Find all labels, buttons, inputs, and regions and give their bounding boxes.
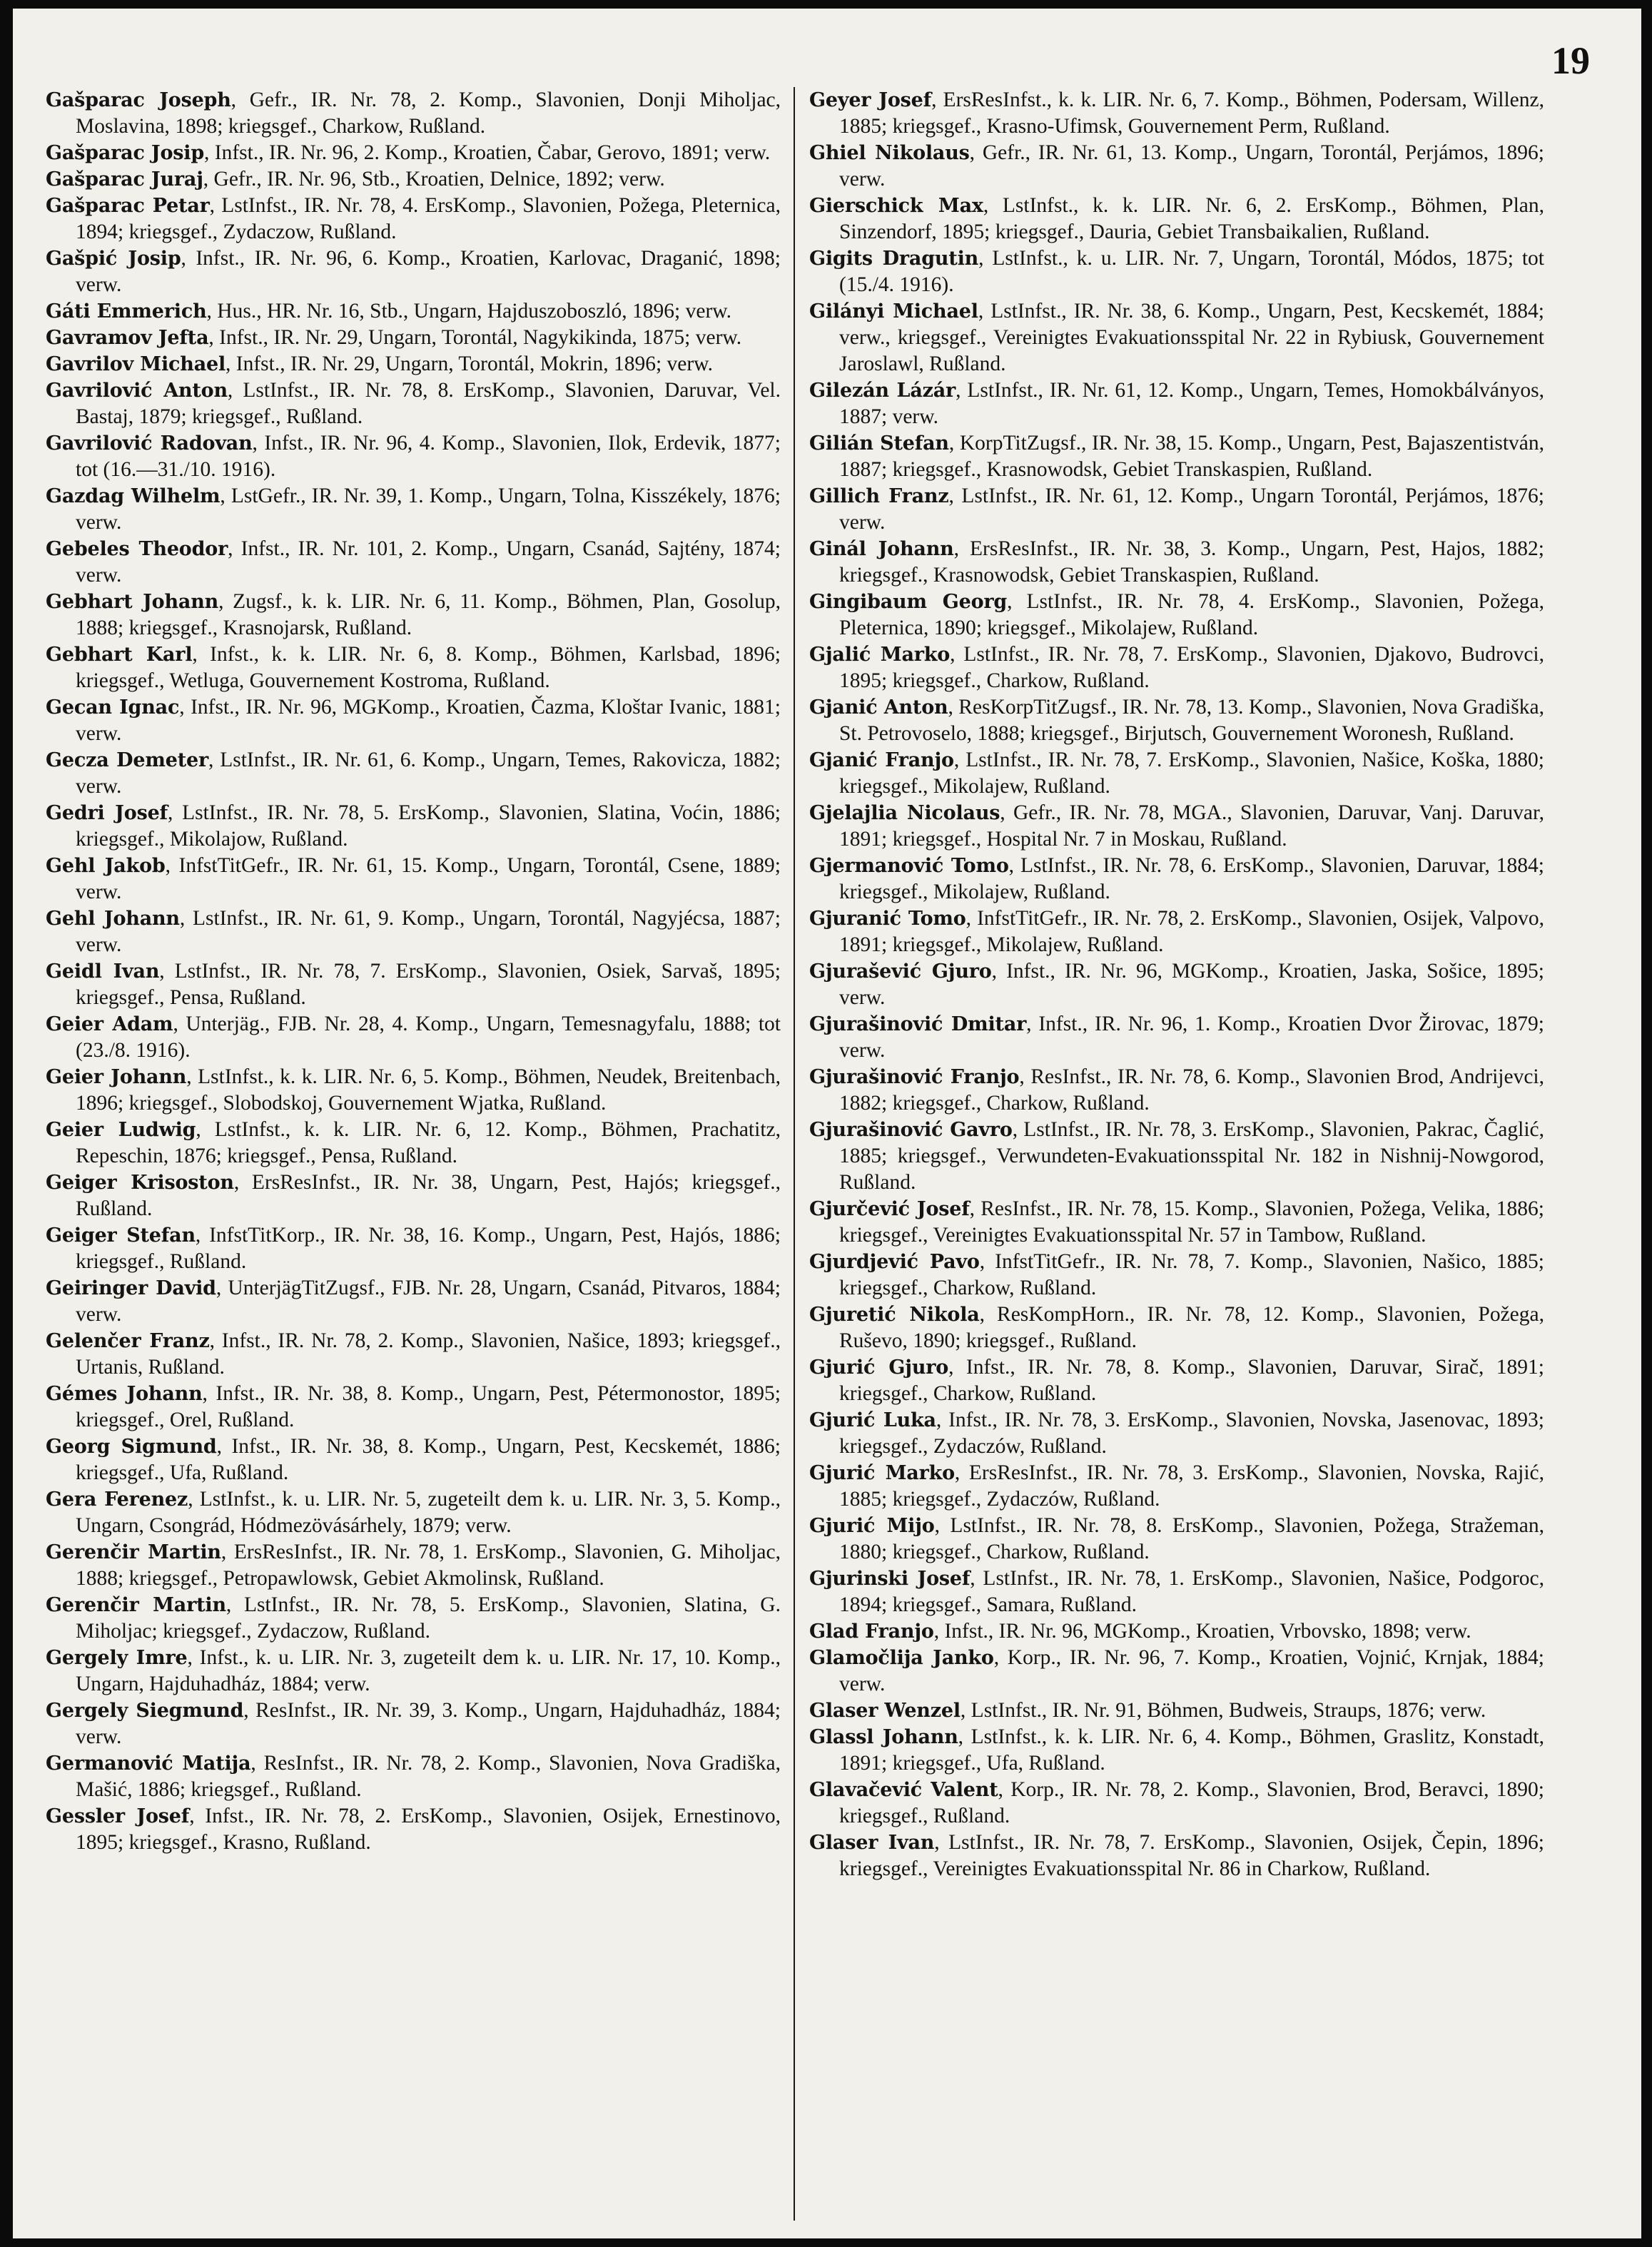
casualty-entry (809, 430, 1544, 483)
entry-details: , Infst., IR. Nr. 78, 2. Komp., Slavonien, Našice, 1893; kriegsgef., Urtanis, Rußland. (76, 1329, 781, 1379)
casualty-entry (809, 1196, 1544, 1249)
entry-name: Gjermanović Tomo (809, 855, 1009, 877)
casualty-entry (46, 377, 781, 430)
casualty-entry (809, 958, 1544, 1011)
entry-name: Gera Ferenez (46, 1488, 188, 1511)
casualty-entry (46, 87, 781, 140)
casualty-entry (46, 193, 781, 245)
page-number: 19 (1551, 39, 1590, 82)
entry-name: Gjuretić Nikola (809, 1304, 980, 1326)
entry-name: Gebhart Johann (46, 591, 219, 613)
entry-name: Gašparac Joseph (46, 89, 231, 111)
casualty-entry (809, 1698, 1544, 1724)
entry-details: , Infst., IR. Nr. 29, Ungarn, Torontál, Nagykikinda, 1875; verw. (208, 326, 742, 349)
entry-details: , ErsResInfst., k. k. LIR. Nr. 6, 7. Komp., Böhmen, Podersam, Willenz, 1885; kriegsgef., Krasno-Ufimsk, Gouvernement Perm, Rußland. (839, 88, 1544, 138)
casualty-entry (46, 1592, 781, 1645)
entry-name: Gjurašević Gjuro (809, 960, 992, 983)
entry-name: Gelenčer Franz (46, 1330, 210, 1352)
casualty-entry (46, 694, 781, 747)
casualty-entry (809, 1777, 1544, 1830)
entry-details: , LstInfst., k. u. LIR. Nr. 7, Ungarn, Torontál, Módos, 1875; tot (15./4. 1916). (839, 247, 1544, 296)
entry-details: , LstGefr., IR. Nr. 39, 1. Komp., Ungarn, Tolna, Kisszékely, 1876; verw. (76, 485, 781, 534)
entry-name: Glassl Johann (809, 1726, 958, 1748)
casualty-entry (46, 800, 781, 853)
entry-name: Gjurić Mijo (809, 1515, 935, 1537)
entry-name: Gjalić Marko (809, 644, 951, 666)
casualty-entry (809, 1724, 1544, 1777)
entry-name: Gilányi Michael (809, 300, 978, 323)
entry-name: Gavrilović Anton (46, 380, 228, 402)
entry-details: , Korp., IR. Nr. 78, 2. Komp., Slavonien, Brod, Beravci, 1890; kriegsgef., Rußland. (839, 1778, 1544, 1827)
casualty-entry (46, 1645, 781, 1698)
entry-details: , LstInfst., IR. Nr. 61, 9. Komp., Ungarn, Torontál, Nagyjécsa, 1887; verw. (76, 907, 781, 956)
entry-name: Gašparac Josip (46, 142, 205, 164)
entry-details: , ErsResInfst., IR. Nr. 78, 3. ErsKomp., Slavonien, Novska, Rajić, 1885; kriegsgef., Zydaczów, Rußland. (839, 1461, 1544, 1511)
entry-details: , Infst., IR. Nr. 96, 6. Komp., Kroatien, Karlovac, Draganić, 1898; verw. (76, 247, 781, 296)
entry-name: Gedri Josef (46, 802, 168, 824)
casualty-entry (809, 1460, 1544, 1513)
casualty-entry (46, 906, 781, 958)
entry-name: Gerenčir Martin (46, 1541, 221, 1563)
casualty-entry (809, 747, 1544, 800)
casualty-entry (809, 245, 1544, 298)
entry-name: Geier Adam (46, 1013, 173, 1035)
entry-details: , LstInfst., k. k. LIR. Nr. 6, 12. Komp., Böhmen, Prachatitz, Repeschin, 1876; kriegsgef., Pensa, Rußland. (76, 1118, 781, 1167)
entry-details: , LstInfst., IR. Nr. 78, 1. ErsKomp., Slavonien, Našice, Podgoroc, 1894; kriegsgef., Samara, Rußland. (839, 1567, 1544, 1616)
casualty-entry (46, 853, 781, 906)
casualty-entry (46, 1434, 781, 1486)
casualty-entry (809, 1566, 1544, 1618)
casualty-entry (809, 906, 1544, 958)
entry-name: Geiger Stefan (46, 1224, 196, 1247)
casualty-entry (809, 641, 1544, 694)
entry-details: , Infst., k. u. LIR. Nr. 3, zugeteilt dem k. u. LIR. Nr. 17, 10. Komp., Ungarn, Hajduhadház, 1884; verw. (76, 1646, 781, 1695)
entry-details: , Infst., IR. Nr. 29, Ungarn, Torontál, Mokrin, 1896; verw. (225, 352, 713, 375)
entry-name: Gjelajlia Nicolaus (809, 802, 1000, 824)
casualty-entry (809, 1064, 1544, 1117)
entry-details: , KorpTitZugsf., IR. Nr. 38, 15. Komp., Ungarn, Pest, Bajaszentistván, 1887; kriegsgef., Krasnowodsk, Gebiet Transkaspien, Rußland. (839, 432, 1544, 481)
entry-details: , Hus., HR. Nr. 16, Stb., Ungarn, Hajduszoboszló, 1896; verw. (206, 300, 732, 323)
entry-details: , Gefr., IR. Nr. 96, Stb., Kroatien, Delnice, 1892; verw. (203, 168, 665, 191)
entry-details: , UnterjägTitZugsf., FJB. Nr. 28, Ungarn, Csanád, Pitvaros, 1884; verw. (76, 1277, 781, 1326)
casualty-entry (809, 1249, 1544, 1302)
casualty-entry (46, 1170, 781, 1222)
casualty-entry (809, 298, 1544, 377)
casualty-entry (46, 589, 781, 641)
entry-details: , LstInfst., IR. Nr. 78, 8. ErsKomp., Slavonien, Požega, Stražeman, 1880; kriegsgef., Charkow, Rußland. (839, 1514, 1544, 1563)
casualty-entry (46, 536, 781, 589)
entry-details: , LstInfst., k. k. LIR. Nr. 6, 4. Komp., Böhmen, Graslitz, Konstadt, 1891; kriegsgef., Ufa, Rußland. (839, 1725, 1544, 1775)
entry-name: Gjurić Gjuro (809, 1356, 949, 1379)
entry-name: Gjurašinović Gavro (809, 1119, 1013, 1141)
entry-name: Gehl Johann (46, 908, 180, 930)
entry-details: , ResInfst., IR. Nr. 78, 15. Komp., Slavonien, Požega, Velika, 1886; kriegsgef., Vereinigtes Evakuationsspital Nr. 57 in Tambow, Rußland. (839, 1197, 1544, 1247)
casualty-entry (46, 483, 781, 536)
casualty-entry (809, 193, 1544, 245)
casualty-entry (46, 747, 781, 800)
casualty-entry (46, 1117, 781, 1170)
entry-details: , Infst., IR. Nr. 38, 8. Komp., Ungarn, Pest, Kecskemét, 1886; kriegsgef., Ufa, Rußland. (76, 1435, 781, 1484)
entry-details: , LstInfst., IR. Nr. 78, 5. ErsKomp., Slavonien, Slatina, G. Miholjac; kriegsgef., Zydaczow, Rußland. (76, 1593, 781, 1643)
entry-name: Geiringer David (46, 1277, 216, 1299)
entry-details: , ResKorpTitZugsf., IR. Nr. 78, 13. Komp., Slavonien, Nova Gradiška, St. Petrovoselo, 1888; kriegsgef., Birjutsch, Gouvernement Woronesh, Rußland. (839, 696, 1544, 745)
casualty-entry (809, 87, 1544, 140)
entry-name: Gessler Josef (46, 1805, 190, 1827)
entry-details: , Zugsf., k. k. LIR. Nr. 6, 11. Komp., Böhmen, Plan, Gosolup, 1888; kriegsgef., Krasnojarsk, Rußland. (76, 590, 781, 639)
entry-details: , LstInfst., IR. Nr. 78, 7. ErsKomp., Slavonien, Osijek, Čepin, 1896; kriegsgef., Vereinigtes Evakuationsspital Nr. 86 in Charkow, Rußland. (839, 1831, 1544, 1880)
casualty-entry (809, 1354, 1544, 1407)
entry-name: Gjanić Anton (809, 696, 948, 719)
column-divider (794, 87, 795, 2221)
entry-details: , ErsResInfst., IR. Nr. 38, 3. Komp., Ungarn, Pest, Hajos, 1882; kriegsgef., Krasnowodsk, Gebiet Transkaspien, Rußland. (839, 537, 1544, 587)
entry-name: Gjurić Marko (809, 1462, 955, 1484)
entry-name: Ghiel Nikolaus (809, 142, 970, 164)
entry-name: Gecan Ignac (46, 696, 180, 719)
entry-name: Gilezán Lázár (809, 380, 956, 402)
entry-name: Gerenčir Martin (46, 1594, 226, 1616)
entry-details: , Unterjäg., FJB. Nr. 28, 4. Komp., Ungarn, Temesnagyfalu, 1888; tot (23./8. 1916). (76, 1013, 781, 1062)
casualty-entry (809, 800, 1544, 853)
entry-details: , LstInfst., IR. Nr. 61, 12. Komp., Ungarn, Temes, Homokbálványos, 1887; verw. (839, 379, 1544, 428)
entry-name: Glaser Ivan (809, 1832, 935, 1854)
casualty-entry (46, 1803, 781, 1856)
entry-details: , LstInfst., IR. Nr. 61, 12. Komp., Ungarn Torontál, Perjámos, 1876; verw. (839, 485, 1544, 534)
entry-details: , ErsResInfst., IR. Nr. 38, Ungarn, Pest, Hajós; kriegsgef., Rußland. (76, 1171, 781, 1220)
casualty-entry (46, 1222, 781, 1275)
entry-details: , Gefr., IR. Nr. 78, MGA., Slavonien, Daruvar, Vanj. Daruvar, 1891; kriegsgef., Hospital Nr. 7 in Moskau, Rußland. (839, 801, 1544, 851)
entry-name: Gergely Imre (46, 1647, 188, 1669)
entry-name: Gašpić Josip (46, 248, 181, 270)
entry-details: , Infst., IR. Nr. 96, 4. Komp., Slavonien, Ilok, Erdevik, 1877; tot (16.—31./10. 1916). (76, 432, 781, 481)
entry-details: , LstInfst., k. u. LIR. Nr. 5, zugeteilt dem k. u. LIR. Nr. 3, 5. Komp., Ungarn, Csongrád, Hódmezövásárhely, 1879; verw. (76, 1488, 781, 1537)
entry-details: , LstInfst., IR. Nr. 78, 3. ErsKomp., Slavonien, Pakrac, Čaglić, 1885; kriegsgef., Verwundeten-Evakuationsspital Nr. 182 in Nishnij-Nowgorod, Rußland. (839, 1118, 1544, 1194)
entry-details: , ResInfst., IR. Nr. 78, 6. Komp., Slavonien Brod, Andrijevci, 1882; kriegsgef., Charkow, Rußland. (839, 1065, 1544, 1115)
entry-name: Gavrilović Radovan (46, 432, 253, 455)
entry-name: Glavačević Valent (809, 1779, 998, 1801)
casualty-entry (46, 1698, 781, 1750)
entry-details: , Gefr., IR. Nr. 61, 13. Komp., Ungarn, Torontál, Perjámos, 1896; verw. (839, 141, 1544, 191)
entry-name: Gigits Dragutin (809, 248, 979, 270)
entry-name: Gazdag Wilhelm (46, 485, 221, 507)
casualty-entry (809, 589, 1544, 641)
entry-details: , Gefr., IR. Nr. 78, 2. Komp., Slavonien, Donji Miholjac, Moslavina, 1898; kriegsgef., Charkow, Rußland. (76, 88, 781, 138)
casualty-entry (46, 958, 781, 1011)
entry-details: , InfstTitKorp., IR. Nr. 38, 16. Komp., Ungarn, Pest, Hajós, 1886; kriegsgef., Rußland. (76, 1224, 781, 1273)
casualty-entry (46, 140, 781, 166)
entry-name: Glad Franjo (809, 1620, 934, 1643)
entry-name: Gebhart Karl (46, 644, 193, 666)
casualty-entry (46, 1275, 781, 1328)
entry-details: , LstInfst., IR. Nr. 78, 8. ErsKomp., Slavonien, Daruvar, Vel. Bastaj, 1879; kriegsgef., Rußland. (76, 379, 781, 428)
entry-details: , InfstTitGefr., IR. Nr. 78, 7. Komp., Slavonien, Našico, 1885; kriegsgef., Charkow, Rußland. (839, 1250, 1544, 1299)
entry-name: Gebeles Theodor (46, 538, 228, 560)
casualty-entry (809, 140, 1544, 193)
entry-name: Gémes Johann (46, 1383, 203, 1405)
entry-name: Geier Ludwig (46, 1119, 196, 1141)
casualty-entry (46, 351, 781, 377)
entry-name: Gavramov Jefta (46, 327, 209, 349)
casualty-entry (46, 1064, 781, 1117)
entry-name: Germanović Matija (46, 1753, 251, 1775)
entry-name: Gavrilov Michael (46, 353, 226, 375)
casualty-entry (809, 1645, 1544, 1698)
entry-details: , LstInfst., IR. Nr. 38, 6. Komp., Ungarn, Pest, Kecskemét, 1884; verw., kriegsgef., Vereinigtes Evakuationsspital Nr. 22 in Rybiusk, Gouvernement Jaroslawl, Rußland. (839, 300, 1544, 375)
entry-details: , LstInfst., IR. Nr. 78, 4. ErsKomp., Slavonien, Požega, Pleternica, 1894; kriegsgef., Zydaczow, Rußland. (76, 194, 781, 243)
casualty-entry (809, 483, 1544, 536)
entry-details: , Infst., IR. Nr. 96, 2. Komp., Kroatien, Čabar, Gerovo, 1891; verw. (204, 141, 771, 164)
entry-name: Gjurić Luka (809, 1409, 936, 1431)
casualty-entry (46, 1539, 781, 1592)
casualty-entry (46, 1381, 781, 1434)
entry-details: , Infst., IR. Nr. 96, MGKomp., Kroatien, Vrbovsko, 1898; verw. (933, 1620, 1471, 1643)
entry-details: , LstInfst., IR. Nr. 78, 4. ErsKomp., Slavonien, Požega, Pleternica, 1890; kriegsgef., Mikolajew, Rußland. (839, 590, 1544, 639)
right-column (809, 87, 1544, 2221)
entry-name: Gierschick Max (809, 195, 983, 217)
entry-name: Glamočlija Janko (809, 1647, 994, 1669)
entry-details: , ResInfst., IR. Nr. 78, 2. Komp., Slavonien, Nova Gradiška, Mašić, 1886; kriegsgef., Rußland. (76, 1752, 781, 1801)
casualty-entry (46, 1328, 781, 1381)
entry-details: , Infst., IR. Nr. 101, 2. Komp., Ungarn, Csanád, Sajtény, 1874; verw. (76, 537, 781, 587)
entry-details: , LstInfst., k. k. LIR. Nr. 6, 2. ErsKomp., Böhmen, Plan, Sinzendorf, 1895; kriegsgef., Dauria, Gebiet Transbaikalien, Rußland. (839, 194, 1544, 243)
casualty-entry (809, 1830, 1544, 1882)
entry-details: , Infst., IR. Nr. 96, 1. Komp., Kroatien Dvor Žirovac, 1879; verw. (839, 1013, 1544, 1062)
casualty-entry (46, 1750, 781, 1803)
entry-details: , Infst., IR. Nr. 78, 3. ErsKomp., Slavonien, Novska, Jasenovac, 1893; kriegsgef., Zydaczów, Rußland. (839, 1409, 1544, 1458)
entry-details: , Korp., IR. Nr. 96, 7. Komp., Kroatien, Vojnić, Krnjak, 1884; verw. (839, 1646, 1544, 1695)
entry-details: , LstInfst., k. k. LIR. Nr. 6, 5. Komp., Böhmen, Neudek, Breitenbach, 1896; kriegsgef., Slobodskoj, Gouvernement Wjatka, Rußland. (76, 1065, 781, 1115)
entry-name: Gecza Demeter (46, 749, 208, 771)
casualty-entry (809, 1513, 1544, 1566)
entry-name: Gehl Jakob (46, 855, 166, 877)
entry-name: Glaser Wenzel (809, 1700, 961, 1722)
entry-name: Geier Johann (46, 1066, 187, 1088)
entry-name: Geiger Krisoston (46, 1172, 234, 1194)
left-column (46, 87, 781, 2221)
entry-name: Gašparac Petar (46, 195, 210, 217)
entry-name: Gilián Stefan (809, 432, 949, 455)
entry-details: , ResKompHorn., IR. Nr. 78, 12. Komp., Slavonien, Požega, Ruševo, 1890; kriegsgef., Rußland. (839, 1303, 1544, 1352)
entry-details: , LstInfst., IR. Nr. 78, 5. ErsKomp., Slavonien, Slatina, Voćin, 1886; kriegsgef., Mikolajow, Rußland. (76, 801, 781, 851)
entry-name: Gjurašinović Dmitar (809, 1013, 1027, 1035)
entry-name: Gjurašinović Franjo (809, 1066, 1020, 1088)
entry-name: Gáti Emmerich (46, 300, 207, 323)
casualty-entry (46, 325, 781, 351)
casualty-entry (809, 1618, 1544, 1645)
entry-name: Gjuranić Tomo (809, 908, 966, 930)
casualty-entry (46, 430, 781, 483)
entry-details: , InfstTitGefr., IR. Nr. 61, 15. Komp., Ungarn, Torontál, Csene, 1889; verw. (76, 854, 781, 903)
casualty-entry (809, 1011, 1544, 1064)
entry-details: , Infst., IR. Nr. 78, 8. Komp., Slavonien, Daruvar, Sirač, 1891; kriegsgef., Charkow, Rußland. (839, 1356, 1544, 1405)
entry-details: , LstInfst., IR. Nr. 78, 7. ErsKomp., Slavonien, Djakovo, Budrovci, 1895; kriegsgef., Charkow, Rußland. (839, 643, 1544, 692)
casualty-entry (46, 1011, 781, 1064)
entry-name: Gjurčević Josef (809, 1198, 970, 1220)
entry-name: Gjurdjević Pavo (809, 1251, 980, 1273)
casualty-entry (46, 641, 781, 694)
columns (13, 87, 1641, 2238)
casualty-entry (46, 245, 781, 298)
casualty-entry (809, 853, 1544, 906)
entry-details: , LstInfst., IR. Nr. 91, Böhmen, Budweis, Straups, 1876; verw. (960, 1699, 1486, 1722)
casualty-entry (46, 298, 781, 325)
entry-details: , Infst., k. k. LIR. Nr. 6, 8. Komp., Böhmen, Karlsbad, 1896; kriegsgef., Wetluga, Gouvernement Kostroma, Rußland. (76, 643, 781, 692)
casualty-entry (46, 1486, 781, 1539)
entry-name: Gillich Franz (809, 485, 949, 507)
entry-details: , InfstTitGefr., IR. Nr. 78, 2. ErsKomp., Slavonien, Osijek, Valpovo, 1891; kriegsgef., Mikolajew, Rußland. (839, 907, 1544, 956)
entry-details: , LstInfst., IR. Nr. 78, 6. ErsKomp., Slavonien, Daruvar, 1884; kriegsgef., Mikolajew, Rußland. (839, 854, 1544, 903)
entry-details: , LstInfst., IR. Nr. 78, 7. ErsKomp., Slavonien, Osiek, Sarvaš, 1895; kriegsgef., Pensa, Rußland. (76, 960, 781, 1009)
casualty-entry (809, 1302, 1544, 1354)
entry-details: , ErsResInfst., IR. Nr. 78, 1. ErsKomp., Slavonien, G. Miholjac, 1888; kriegsgef., Petropawlowsk, Gebiet Akmolinsk, Rußland. (76, 1541, 781, 1590)
entry-name: Georg Sigmund (46, 1436, 217, 1458)
entry-details: , Infst., IR. Nr. 96, MGKomp., Kroatien, Čazma, Kloštar Ivanic, 1881; verw. (76, 696, 781, 745)
entry-details: , Infst., IR. Nr. 78, 2. ErsKomp., Slavonien, Osijek, Ernestinovo, 1895; kriegsgef., Krasno, Rußland. (76, 1805, 781, 1854)
entry-name: Ginál Johann (809, 538, 954, 560)
entry-name: Gingibaum Georg (809, 591, 1008, 613)
casualty-entry (809, 694, 1544, 747)
entry-name: Geidl Ivan (46, 960, 160, 983)
entry-name: Gašparac Juraj (46, 168, 203, 191)
entry-details: , Infst., IR. Nr. 96, MGKomp., Kroatien, Jaska, Sošice, 1895; verw. (839, 960, 1544, 1009)
entry-name: Gjanić Franjo (809, 749, 954, 771)
entry-details: , ResInfst., IR. Nr. 39, 3. Komp., Ungarn, Hajduhadház, 1884; verw. (76, 1699, 781, 1748)
casualty-entry (809, 1117, 1544, 1196)
casualty-entry (46, 166, 781, 193)
entry-name: Gergely Siegmund (46, 1700, 244, 1722)
casualty-entry (809, 536, 1544, 589)
entry-details: , LstInfst., IR. Nr. 78, 7. ErsKomp., Slavonien, Našice, Koška, 1880; kriegsgef., Mikolajew, Rußland. (839, 749, 1544, 798)
entry-name: Geyer Josef (809, 89, 932, 111)
casualty-entry (809, 1407, 1544, 1460)
entry-details: , Infst., IR. Nr. 38, 8. Komp., Ungarn, Pest, Pétermonostor, 1895; kriegsgef., Orel, Rußland. (76, 1382, 781, 1431)
casualty-entry (809, 377, 1544, 430)
entry-details: , LstInfst., IR. Nr. 61, 6. Komp., Ungarn, Temes, Rakovicza, 1882; verw. (76, 749, 781, 798)
entry-name: Gjurinski Josef (809, 1568, 971, 1590)
document-page (13, 9, 1641, 2238)
